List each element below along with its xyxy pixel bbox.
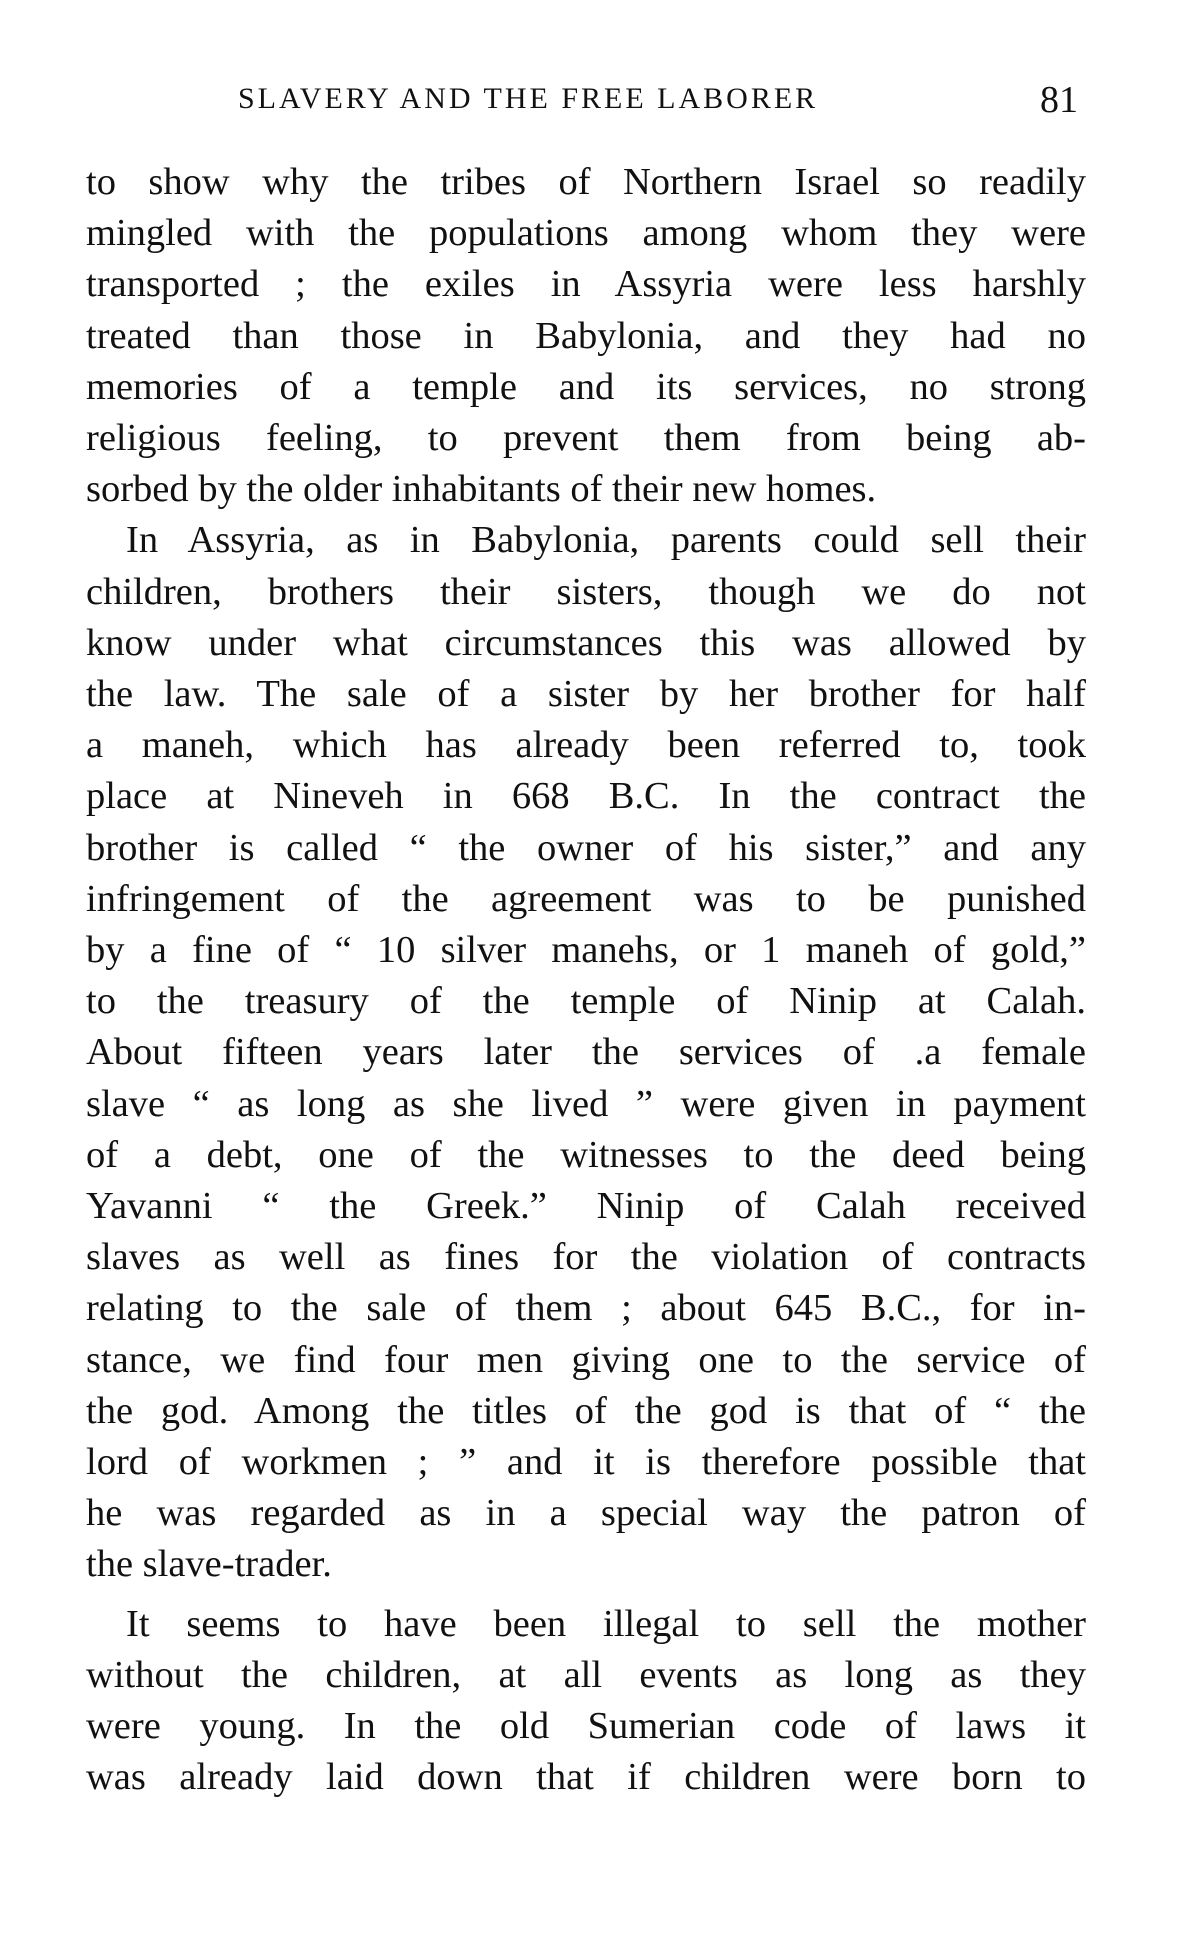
text-line: were young. In the old Sumerian code of laws it (86, 1705, 1086, 1748)
text-line: infringement of the agreement was to be punished (86, 877, 1086, 920)
text-line: know under what circumstances this was allowed by (86, 621, 1086, 664)
text-line: slaves as well as fines for the violation of contracts (86, 1236, 1086, 1279)
text-line: he was regarded as in a special way the patron of (86, 1492, 1086, 1535)
text-line: the slave-trader. (86, 1543, 332, 1586)
text-line: to the treasury of the temple of Ninip at Calah. (86, 980, 1086, 1023)
page-number: 81 (1040, 79, 1078, 121)
paragraph-2 (86, 515, 1086, 1590)
body-text (86, 157, 1086, 1804)
running-head: SLAVERY AND THE FREE LABORER (238, 82, 819, 115)
text-line: memories of a temple and its services, no strong (86, 365, 1086, 408)
text-line: the god. Among the titles of the god is that of “ the (86, 1389, 1086, 1432)
text-line: Yavanni “ the Greek.” Ninip of Calah received (86, 1185, 1086, 1228)
text-line: stance, we find four men giving one to the service of (86, 1338, 1086, 1381)
text-line: by a fine of “ 10 silver manehs, or 1 maneh of gold,” (86, 929, 1086, 972)
text-line: sorbed by the older inhabitants of their new homes. (86, 468, 877, 511)
text-line: religious feeling, to prevent them from being ab- (86, 417, 1086, 460)
text-line: mingled with the populations among whom they were (86, 212, 1086, 255)
text-line: transported ; the exiles in Assyria were less harshly (86, 263, 1086, 306)
text-line: a maneh, which has already been referred to, took (86, 724, 1086, 767)
text-line: lord of workmen ; ” and it is therefore possible that (86, 1441, 1086, 1484)
text-line: to show why the tribes of Northern Israel so readily (86, 161, 1086, 203)
text-line: children, brothers their sisters, though we do not (86, 570, 1086, 613)
text-line: without the children, at all events as long as they (86, 1653, 1086, 1696)
text-line: About fifteen years later the services of .a female (86, 1031, 1086, 1074)
text-line: of a debt, one of the witnesses to the deed being (86, 1133, 1086, 1176)
text-line: relating to the sale of them ; about 645 B.C., for in- (86, 1287, 1086, 1330)
paragraph-3 (86, 1599, 1086, 1804)
page-header (88, 78, 1088, 128)
text-line: treated than those in Babylonia, and they had no (86, 314, 1086, 357)
text-line: slave “ as long as she lived ” were given in payment (86, 1082, 1086, 1125)
text-line: the law. The sale of a sister by her brother for half (86, 673, 1086, 716)
text-line: It seems to have been illegal to sell the mother (126, 1602, 1086, 1645)
text-line: was already laid down that if children were born to (86, 1756, 1086, 1799)
text-line: In Assyria, as in Babylonia, parents could sell their (126, 519, 1086, 562)
text-line: place at Nineveh in 668 B.C. In the contract the (86, 775, 1086, 818)
paragraph-1 (86, 157, 1086, 515)
text-line: brother is called “ the owner of his sister,” and any (86, 826, 1086, 869)
